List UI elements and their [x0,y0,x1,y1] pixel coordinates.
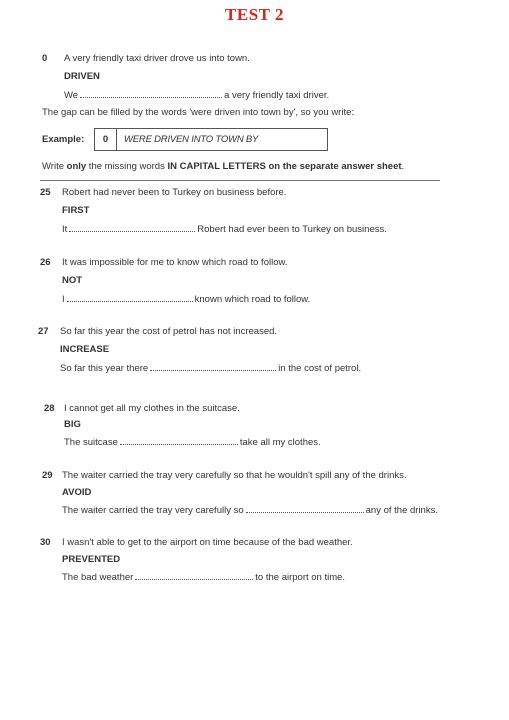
answer-gap[interactable] [69,223,195,232]
question-keyword: NOT [62,275,83,286]
instruction-part1: Write [42,161,67,172]
example-explanation: The gap can be filled by the words 'were driven into town by', so you write: [42,107,355,118]
instruction [42,161,404,173]
question-start: The bad weather [62,572,134,583]
question-end: in the cost of petrol. [278,363,362,374]
question-number: 27 [38,326,49,337]
question-transform [62,293,310,306]
question-end: any of the drinks. [365,505,438,516]
example-box-number: 0 [95,129,117,150]
example-number: 0 [42,53,48,64]
question-start: I [62,294,65,305]
example-answer: WERE DRIVEN INTO TOWN BY [124,134,259,145]
divider [40,180,440,181]
question-start: The suitcase [64,437,118,448]
example-gap [80,89,222,98]
question-end: take all my clothes. [239,437,321,448]
question-sentence: So far this year the cost of petrol has not increased. [60,326,278,337]
instruction-part5: . [401,161,405,172]
example-sentence: A very friendly taxi driver drove us into town. [64,53,250,64]
question-transform [64,436,321,449]
question-number: 28 [44,403,55,414]
question-sentence: Robert had never been to Turkey on business before. [62,187,287,198]
question-start: The waiter carried the tray very carefully so [62,505,244,516]
answer-gap[interactable] [120,436,238,445]
question-number: 26 [40,257,51,268]
instruction-part3: the missing words [86,161,168,172]
question-transform [60,362,361,375]
question-sentence: The waiter carried the tray very carefully so that he wouldn't spill any of the drinks. [62,470,407,481]
question-start: It [62,224,68,235]
question-keyword: FIRST [62,205,90,216]
question-sentence: I wasn't able to get to the airport on time because of the bad weather. [62,537,353,548]
question-sentence: It was impossible for me to know which road to follow. [62,257,288,268]
question-end: Robert had ever been to Turkey on business. [197,224,387,235]
example-start: We [64,90,79,101]
question-number: 29 [42,470,53,481]
question-start: So far this year there [60,363,149,374]
question-number: 30 [40,537,51,548]
question-number: 25 [40,187,51,198]
example-answer-box [94,128,328,151]
example-keyword: DRIVEN [64,71,100,82]
question-keyword: INCREASE [60,344,110,355]
example-end: a very friendly taxi driver. [224,90,330,101]
answer-gap[interactable] [150,362,276,371]
question-keyword: PREVENTED [62,554,121,565]
question-transform [62,504,438,517]
instruction-part4: IN CAPITAL LETTERS on the separate answer sheet [167,161,402,172]
page-title: TEST 2 [225,5,284,24]
question-sentence: I cannot get all my clothes in the suitcase. [64,403,240,414]
example-transform [64,89,329,102]
question-transform [62,223,387,236]
answer-gap[interactable] [135,571,253,580]
question-keyword: BIG [64,419,81,430]
question-end: to the airport on time. [255,572,346,583]
answer-gap[interactable] [246,504,364,513]
example-label: Example: [42,134,85,145]
question-transform [62,571,345,584]
instruction-part2: only [66,161,87,172]
answer-gap[interactable] [67,293,193,302]
question-keyword: AVOID [62,487,92,498]
question-end: known which road to follow. [194,294,311,305]
